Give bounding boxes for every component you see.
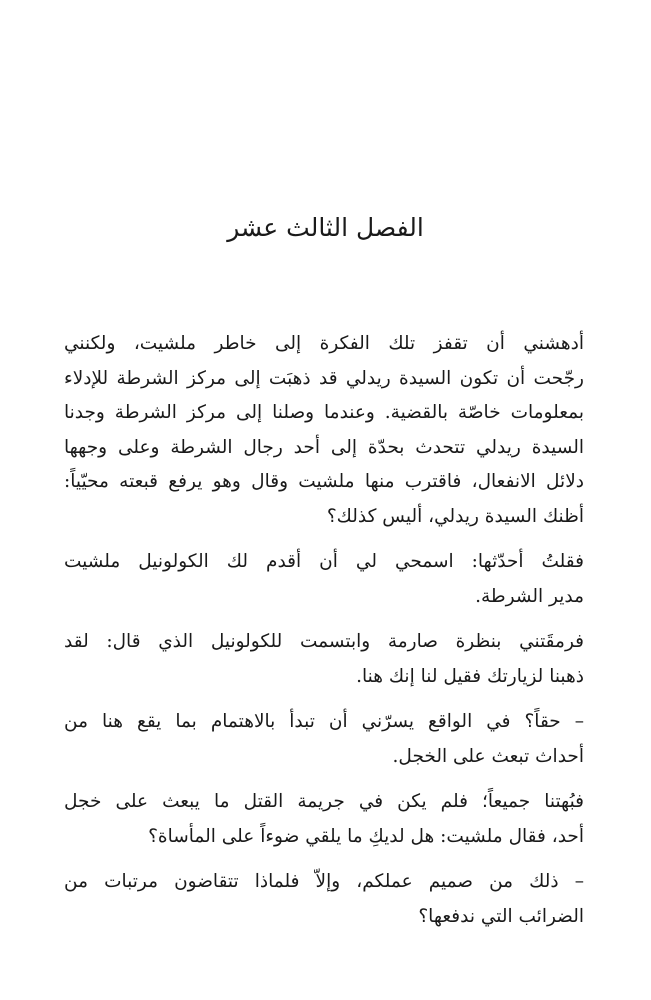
chapter-body [64,327,584,945]
text-line: فبُهتنا جميعاً؛ فلم يكن في جريمة القتل ما يبعث على خجل [64,791,584,812]
text-line: أدهشني أن تقفز تلك الفكرة إلى خاطر ملشيت، ولكنني [64,333,584,354]
text-line: بمعلومات خاصّة بالقضية. وعندما وصلنا إلى مركز الشرطة وجدنا [64,402,584,423]
text-line: رجّحت أن تكون السيدة ريدلي قد ذهبَت إلى مركز الشرطة للإدلاء [64,367,584,389]
paragraph [64,785,584,854]
text-line: أحداث تبعث على الخجل. [392,745,584,767]
text-line: مدير الشرطة. [475,585,584,607]
text-line: – ذلك من صميم عملكم، وإلاّ فلماذا تتقاضون مرتبات من [64,871,584,892]
paragraph [64,625,584,694]
paragraph [64,705,584,774]
text-line: دلائل الانفعال، فاقترب منها ملشيت وقال وهو يرفع قبعته محيّياً: [64,471,584,492]
text-line: ذهبنا لزيارتك فقيل لنا إنك هنا. [356,665,584,687]
text-line: أحد، فقال ملشيت: هل لديكِ ما يلقي ضوءاً على المأساة؟ [148,825,584,847]
text-line: فرمقَتني بنظرة صارمة وابتسمت للكولونيل الذي قال: لقد [64,631,584,652]
paragraph [64,865,584,934]
text-line: السيدة ريدلي تتحدث بحدّة إلى أحد رجال الشرطة وعلى وجهها [64,436,584,458]
text-line: أظنك السيدة ريدلي، أليس كذلك؟ [326,505,584,527]
text-line: الضرائب التي ندفعها؟ [418,905,584,927]
text-line: – حقاً؟ في الواقع يسرّني أن تبدأ بالاهتمام بما يقع هنا من [64,711,584,732]
paragraph [64,545,584,614]
paragraph [64,327,584,534]
chapter-title: الفصل الثالث عشر [227,213,424,242]
text-line: فقلتُ أحدّثها: اسمحي لي أن أقدم لك الكولونيل ملشيت [64,551,584,572]
